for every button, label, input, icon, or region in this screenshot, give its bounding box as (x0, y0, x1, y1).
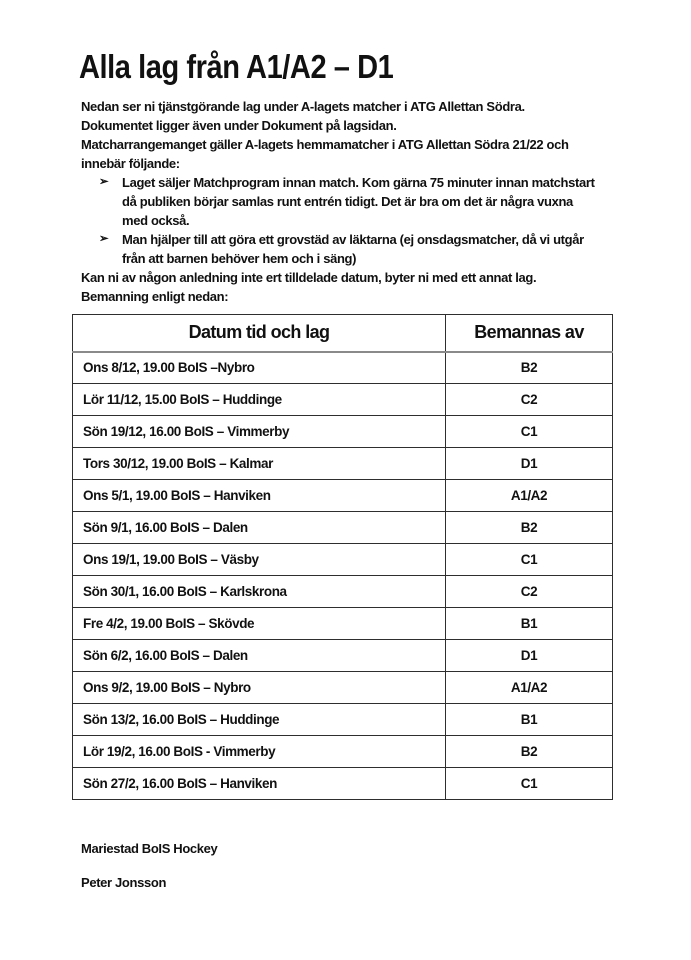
table-row (73, 672, 613, 704)
assigned-team-cell: C1 (446, 768, 613, 800)
staffing-table-body (73, 352, 613, 800)
match-cell: Ons 5/1, 19.00 BoIS – Hanviken (73, 480, 446, 512)
assigned-team-cell: B1 (446, 608, 613, 640)
arrowhead-bullet-icon: ➢ (99, 176, 109, 188)
closing-paragraph: Kan ni av någon anledning inte ert tilldelade datum, byter ni med ett annat lag. (81, 270, 537, 285)
assigned-team-cell: B1 (446, 704, 613, 736)
header-row (73, 315, 613, 352)
match-cell: Lör 11/12, 15.00 BoIS – Huddinge (73, 384, 446, 416)
assigned-team-cell: C2 (446, 576, 613, 608)
table-row (73, 704, 613, 736)
bullet-list (99, 173, 599, 268)
table-row (73, 384, 613, 416)
table-row (73, 768, 613, 800)
staffing-table-header (73, 315, 613, 352)
table-row (73, 352, 613, 384)
assigned-team-cell: C1 (446, 416, 613, 448)
assigned-team-cell: D1 (446, 448, 613, 480)
intro-paragraphs (81, 97, 597, 173)
assigned-team-cell: A1/A2 (446, 672, 613, 704)
column-header-datum-tid-och-lag: Datum tid och lag (73, 315, 446, 352)
table-row (73, 480, 613, 512)
table-row (73, 416, 613, 448)
match-cell: Sön 6/2, 16.00 BoIS – Dalen (73, 640, 446, 672)
match-cell: Sön 27/2, 16.00 BoIS – Hanviken (73, 768, 446, 800)
match-cell: Lör 19/2, 16.00 BoIS - Vimmerby (73, 736, 446, 768)
table-row (73, 512, 613, 544)
match-cell: Ons 8/12, 19.00 BoIS –Nybro (73, 352, 446, 384)
assigned-team-cell: B2 (446, 512, 613, 544)
closing-paragraphs (81, 268, 597, 306)
intro-paragraph: Dokumentet ligger även under Dokument på lagsidan. (81, 118, 397, 133)
match-cell: Sön 13/2, 16.00 BoIS – Huddinge (73, 704, 446, 736)
assigned-team-cell: B2 (446, 352, 613, 384)
bullet-text: Man hjälper till att göra ett grovstäd av läktarna (ej onsdagsmatcher, då vi utgår från att barnen behöver hem och i säng) (122, 232, 584, 266)
bullet-item (99, 230, 599, 268)
match-cell: Sön 19/12, 16.00 BoIS – Vimmerby (73, 416, 446, 448)
table-row (73, 736, 613, 768)
table-row (73, 448, 613, 480)
assigned-team-cell: D1 (446, 640, 613, 672)
closing-paragraph: Bemanning enligt nedan: (81, 289, 229, 304)
bullet-text: Laget säljer Matchprogram innan match. Kom gärna 75 minuter innan matchstart då publiken börjar samlas runt entrén tidigt. Det är bra om det är några vuxna med också. (122, 175, 595, 228)
table-row (73, 608, 613, 640)
staffing-table (72, 314, 613, 800)
match-cell: Fre 4/2, 19.00 BoIS – Skövde (73, 608, 446, 640)
bullet-item (99, 173, 599, 230)
column-header-bemannas-av: Bemannas av (446, 315, 613, 352)
page-title: Alla lag från A1/A2 – D1 (79, 48, 394, 85)
intro-paragraph: Matcharrangemanget gäller A-lagets hemmamatcher i ATG Allettan Södra 21/22 och innebär följande: (81, 137, 569, 171)
intro-paragraph: Nedan ser ni tjänstgörande lag under A-lagets matcher i ATG Allettan Södra. (81, 99, 525, 114)
assigned-team-cell: C2 (446, 384, 613, 416)
match-cell: Ons 9/2, 19.00 BoIS – Nybro (73, 672, 446, 704)
assigned-team-cell: C1 (446, 544, 613, 576)
signature-block (81, 842, 691, 890)
arrowhead-bullet-icon: ➢ (99, 233, 109, 245)
table-row (73, 576, 613, 608)
signature-line: Peter Jonsson (81, 875, 167, 890)
table-row (73, 640, 613, 672)
match-cell: Sön 30/1, 16.00 BoIS – Karlskrona (73, 576, 446, 608)
match-cell: Ons 19/1, 19.00 BoIS – Väsby (73, 544, 446, 576)
match-cell: Sön 9/1, 16.00 BoIS – Dalen (73, 512, 446, 544)
table-row (73, 544, 613, 576)
assigned-team-cell: A1/A2 (446, 480, 613, 512)
assigned-team-cell: B2 (446, 736, 613, 768)
match-cell: Tors 30/12, 19.00 BoIS – Kalmar (73, 448, 446, 480)
signature-line: Mariestad BoIS Hockey (81, 841, 218, 856)
